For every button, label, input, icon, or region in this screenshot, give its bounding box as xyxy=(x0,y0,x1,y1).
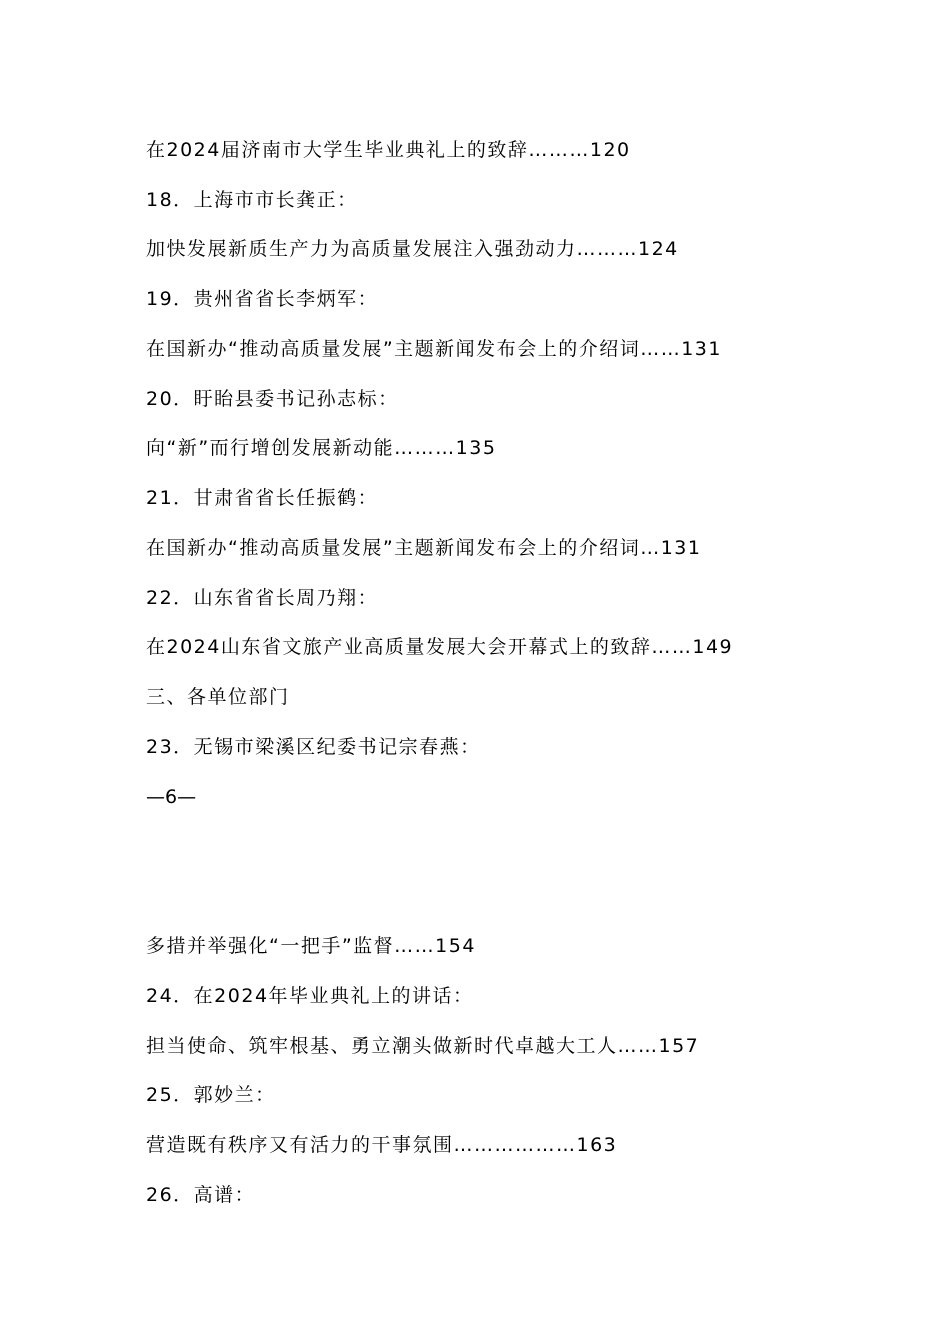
toc-section-heading: 三、各单位部门 xyxy=(146,686,290,708)
toc-entry-speaker: 22．山东省省长周乃翔： xyxy=(146,587,379,609)
toc-entry-title: 担当使命、筑牢根基、勇立潮头做新时代卓越大工人……157 xyxy=(146,1035,700,1057)
toc-entry-speaker: 23．无锡市梁溪区纪委书记宗春燕： xyxy=(146,736,481,758)
toc-entry-speaker: 19．贵州省省长李炳军： xyxy=(146,288,379,310)
toc-entry-title: 向“新”而行增创发展新动能………135 xyxy=(146,437,497,459)
toc-entry-title: 加快发展新质生产力为高质量发展注入强劲动力………124 xyxy=(146,238,679,260)
toc-entry-speaker: 26．高谱： xyxy=(146,1184,256,1206)
toc-entry-speaker: 24．在2024年毕业典礼上的讲话： xyxy=(146,985,474,1007)
toc-entry-speaker: 25．郭妙兰： xyxy=(146,1084,276,1106)
toc-entry-title: 在国新办“推动高质量发展”主题新闻发布会上的介绍词…131 xyxy=(146,537,702,559)
toc-entry-speaker: 18．上海市市长龚正： xyxy=(146,189,358,211)
toc-entry-title: 在国新办“推动高质量发展”主题新闻发布会上的介绍词……131 xyxy=(146,338,722,360)
page-number: —6— xyxy=(146,786,197,808)
toc-entry-title: 在2024山东省文旅产业高质量发展大会开幕式上的致辞……149 xyxy=(146,636,734,658)
toc-entry-speaker: 21．甘肃省省长任振鹤： xyxy=(146,487,379,509)
toc-entry-title: 在2024届济南市大学生毕业典礼上的致辞………120 xyxy=(146,139,631,161)
toc-entry-title: 营造既有秩序又有活力的干事氛围………………163 xyxy=(146,1134,618,1156)
toc-entry-title: 多措并举强化“一把手”监督……154 xyxy=(146,935,476,957)
toc-entry-speaker: 20．盱眙县委书记孙志标： xyxy=(146,388,399,410)
